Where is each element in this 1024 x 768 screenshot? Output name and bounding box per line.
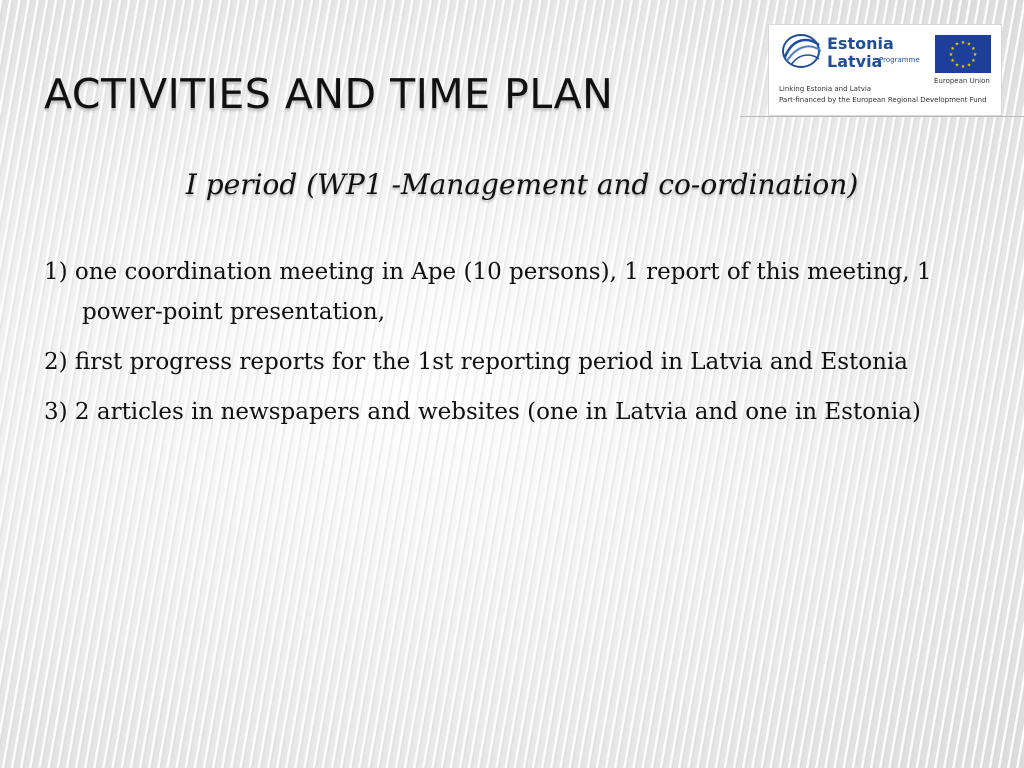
- eu-star-icon: ★: [948, 52, 954, 58]
- logo-name-estonia: Estonia: [827, 34, 894, 53]
- eu-star-icon: ★: [966, 41, 972, 48]
- eu-star-icon: ★: [971, 58, 976, 64]
- eu-star-icon: ★: [971, 46, 976, 52]
- slide-title: ACTIVITIES AND TIME PLAN: [44, 70, 614, 118]
- eu-star-icon: ★: [954, 62, 960, 69]
- eu-star-icon: ★: [950, 58, 955, 64]
- eu-flag-icon: [935, 35, 991, 73]
- logo-tagline-2: Part-financed by the European Regional Development Fund: [779, 96, 987, 104]
- activity-list: [44, 252, 1004, 442]
- logo-programme: Programme: [879, 56, 920, 64]
- list-item: 3) 2 articles in newspapers and websites (one in Latvia and one in Estonia): [44, 399, 921, 425]
- eu-star-icon: ★: [950, 46, 955, 52]
- logo-name-latvia: Latvia: [827, 52, 883, 71]
- list-item: 1) one coordination meeting in Ape (10 persons), 1 report of this meeting, 1 power-point presentation,: [44, 259, 932, 325]
- eu-label: European Union: [934, 77, 990, 85]
- eu-star-icon: ★: [966, 62, 972, 69]
- eu-star-icon: ★: [954, 41, 960, 48]
- eu-star-icon: ★: [972, 52, 978, 58]
- globe-swirl-icon: [779, 31, 825, 71]
- logo-tagline-1: Linking Estonia and Latvia: [779, 85, 872, 93]
- programme-logo: [768, 24, 1002, 116]
- eu-star-icon: ★: [960, 40, 966, 46]
- list-item: 2) first progress reports for the 1st reporting period in Latvia and Estonia: [44, 349, 908, 375]
- title-divider: [740, 116, 1024, 117]
- eu-star-icon: ★: [960, 64, 966, 70]
- period-subtitle: I period (WP1 -Management and co-ordination): [185, 168, 859, 201]
